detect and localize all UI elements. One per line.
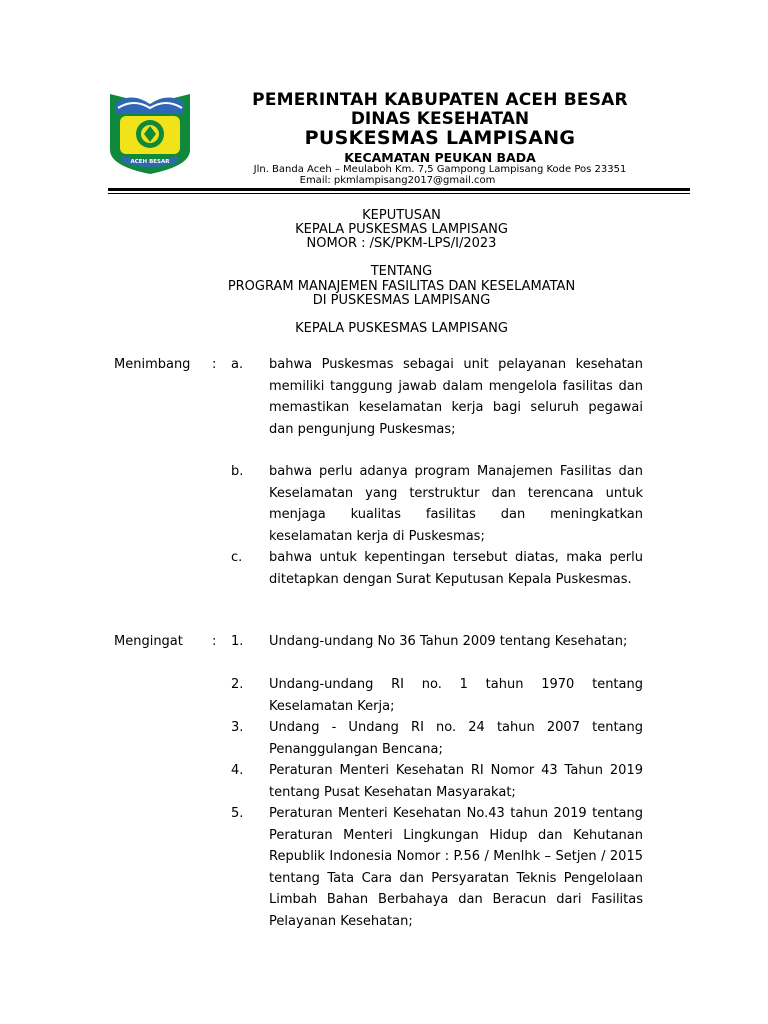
decree-location: DI PUSKESMAS LAMPISANG [312, 293, 491, 308]
letterhead-department: DINAS KESEHATAN [350, 109, 530, 129]
mengingat-item-text: Undang - Undang RI no. 24 tahun 2007 tentang Penanggulangan Bencana; [269, 720, 643, 757]
menimbang-item-text: bahwa perlu adanya program Manajemen Fasilitas dan Keselamatan yang terstruktur dan terencana untuk menjaga kualitas fasilitas dan meningkatkan keselamatan kerja di Puskesmas; [269, 464, 643, 544]
decree-subject: PROGRAM MANAJEMEN FASILITAS DAN KESELAMATAN [227, 279, 576, 294]
letterhead-district: KECAMATAN PEUKAN BADA [344, 150, 536, 165]
mengingat-item-text: Peraturan Menteri Kesehatan No.43 tahun 2019 tentang Peraturan Menteri Lingkungan Hidup dan Kehutanan Republik Indonesia Nomor : P.56 / Menlhk – Setjen / 2015 tentang Tata Cara dan Persyaratan Teknis Pengelolaan Limbah Bahan Berbahaya dan Beracun dari Fasilitas Pelayanan Kesehatan; [269, 806, 643, 929]
mengingat-label: Mengingat [114, 634, 183, 649]
menimbang-item-num: b. [231, 464, 244, 479]
letterhead-institution: PUSKESMAS LAMPISANG [304, 127, 576, 149]
mengingat-item-text: Undang-undang No 36 Tahun 2009 tentang Kesehatan; [269, 634, 628, 649]
letterhead-email: Email: pkmlampisang2017@gmail.com [299, 175, 496, 186]
letterhead-rule-thick [108, 188, 690, 191]
menimbang-item-num: a. [231, 357, 244, 372]
mengingat-item-num: 5. [231, 806, 244, 821]
decree-heading: KEPUTUSAN [362, 208, 441, 223]
letterhead-rule-thin [108, 193, 690, 194]
logo-text: ACEH BESAR [130, 159, 170, 165]
mengingat-item-text: Peraturan Menteri Kesehatan RI Nomor 43 Tahun 2019 tentang Pusat Kesehatan Masyarakat; [269, 763, 643, 800]
mengingat-item-num: 2. [231, 677, 244, 692]
mengingat-item-text: Undang-undang RI no. 1 tahun 1970 tentang Keselamatan Kerja; [269, 677, 643, 714]
decree-about-label: TENTANG [370, 264, 433, 279]
mengingat-item-num: 3. [231, 720, 244, 735]
menimbang-item-text: bahwa untuk kepentingan tersebut diatas, maka perlu ditetapkan dengan Surat Keputusan Kepala Puskesmas. [269, 550, 643, 587]
mengingat-colon: : [212, 634, 217, 649]
decree-issuer-repeat: KEPALA PUSKESMAS LAMPISANG [295, 321, 508, 336]
mengingat-item-num: 1. [231, 634, 244, 649]
menimbang-label: Menimbang [114, 357, 191, 372]
decree-issuer: KEPALA PUSKESMAS LAMPISANG [295, 222, 508, 237]
decree-number: NOMOR : /SK/PKM-LPS/I/2023 [306, 236, 497, 251]
letterhead-address: Jln. Banda Aceh – Meulaboh Km. 7,5 Gampong Lampisang Kode Pos 23351 [253, 164, 627, 175]
menimbang-item-num: c. [231, 550, 243, 565]
aceh-besar-logo-icon [108, 90, 192, 176]
menimbang-item-text: bahwa Puskesmas sebagai unit pelayanan kesehatan memiliki tanggung jawab dalam mengelola fasilitas dan memastikan keselamatan kerja bagi seluruh pegawai dan pengunjung Puskesmas; [269, 357, 643, 437]
menimbang-colon: : [212, 357, 217, 372]
letterhead-government: PEMERINTAH KABUPATEN ACEH BESAR [252, 90, 628, 110]
mengingat-item-num: 4. [231, 763, 244, 778]
